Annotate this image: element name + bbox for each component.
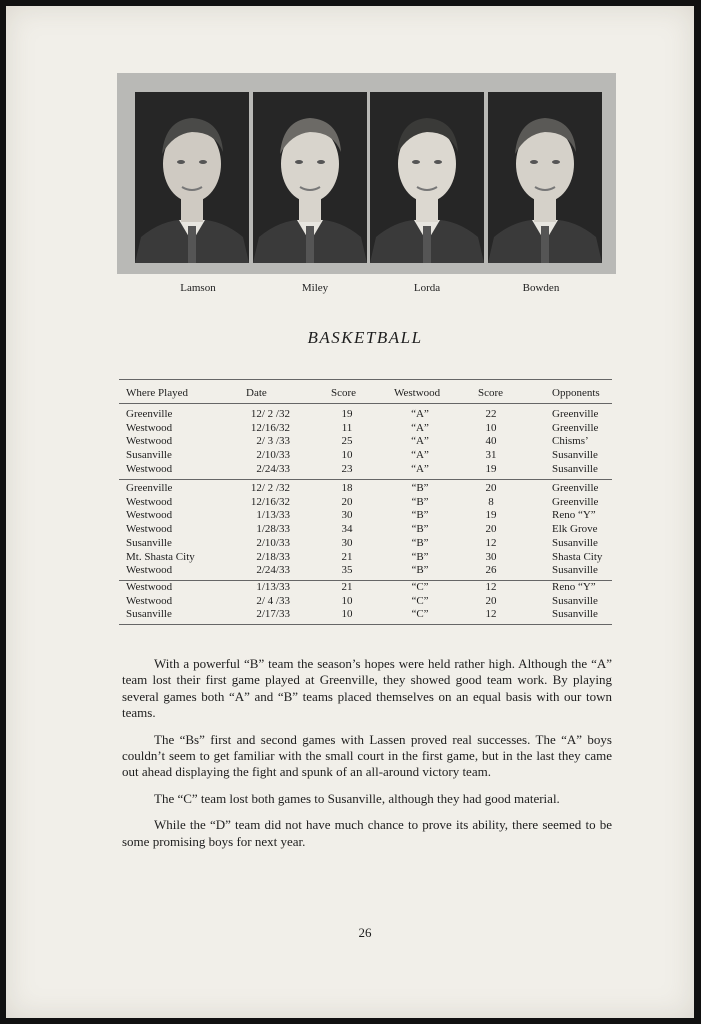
table-header-rule: [119, 403, 612, 404]
table-cell: Mt. Shasta City: [126, 550, 195, 563]
paragraph: With a powerful “B” team the season’s hopes were held rather high. Although the “A” team lost their first game played at Greenville, they showed good team work. By playing several games both “A” and “B” teams placed themselves on an equal basis with our town teams.: [122, 656, 612, 721]
table-cell: 23: [341, 462, 353, 475]
table-row: [0, 422, 701, 436]
table-cell: 21: [341, 581, 353, 593]
table-cell: Westwood: [126, 581, 173, 593]
portrait-caption: Lorda: [413, 282, 441, 294]
table-cell: 26: [485, 564, 497, 577]
column-header-score: Score: [478, 387, 504, 399]
portrait-photo-2: [253, 92, 367, 263]
table-cell: Susanville: [126, 608, 172, 621]
table-cell: Westwood: [126, 564, 173, 577]
table-cell: Westwood: [126, 421, 173, 434]
table-cell: 12/16/32: [250, 495, 290, 508]
table-cell: “C”: [411, 581, 429, 593]
portrait-caption: Bowden: [522, 282, 560, 294]
table-cell: “C”: [411, 608, 429, 621]
table-cell: “B”: [411, 523, 429, 536]
page-number: 26: [358, 925, 372, 940]
portrait-photo-4: [488, 92, 602, 263]
table-cell: Elk Grove: [552, 523, 598, 536]
table-cell: 2/10/33: [256, 536, 290, 549]
table-row: [0, 537, 701, 551]
table-cell: “A”: [411, 421, 429, 434]
table-cell: Westwood: [126, 594, 173, 607]
table-cell: 12/16/32: [250, 421, 290, 434]
column-header-date: Date: [246, 387, 267, 399]
column-header-westwood: Westwood: [394, 387, 441, 399]
table-cell: 25: [341, 435, 353, 448]
table-cell: 19: [341, 408, 353, 420]
table-cell: Greenville: [126, 408, 173, 420]
paragraph: The “Bs” first and second games with Lassen proved real successes. The “A” boys couldn’t seem to get familiar with the small court in the first game, but in the last they came out ahead displaying the fight and spunk of an all-around victory team.: [122, 731, 612, 780]
table-cell: 10: [341, 449, 353, 462]
table-cell: 1/28/33: [256, 523, 290, 536]
table-row: [0, 581, 701, 595]
table-row: [0, 435, 701, 449]
table-cell: Chisms’: [552, 435, 589, 448]
table-cell: 11: [341, 421, 353, 434]
table-cell: 12/ 2 /32: [250, 408, 290, 420]
table-cell: Susanville: [552, 449, 598, 462]
table-row: [0, 482, 701, 496]
table-cell: 30: [341, 536, 353, 549]
paragraph: While the “D” team did not have much chance to prove its ability, there seemed to be some promising boys for next year.: [122, 817, 612, 849]
table-cell: 2/18/33: [256, 550, 290, 563]
table-cell: “A”: [411, 435, 429, 448]
table-cell: Westwood: [126, 523, 173, 536]
table-row: [0, 449, 701, 463]
table-cell: 30: [341, 509, 353, 522]
table-cell: 2/24/33: [256, 564, 290, 577]
table-cell: 10: [341, 594, 353, 607]
table-row: [0, 595, 701, 609]
portrait-caption: Lamson: [180, 282, 216, 294]
table-row: [0, 509, 701, 523]
table-cell: 2/17/33: [256, 608, 290, 621]
table-cell: “B”: [411, 564, 429, 577]
table-group-rule: [119, 624, 612, 625]
table-cell: Westwood: [126, 509, 173, 522]
table-cell: 19: [485, 462, 497, 475]
table-cell: Reno “Y”: [552, 581, 596, 593]
table-cell: Susanville: [552, 462, 598, 475]
column-header-opponents: Opponents: [552, 387, 600, 399]
table-top-rule: [119, 379, 612, 380]
table-cell: “B”: [411, 509, 429, 522]
table-cell: “A”: [411, 462, 429, 475]
table-cell: 12/ 2 /32: [250, 482, 290, 494]
table-cell: 10: [485, 421, 497, 434]
table-cell: “A”: [411, 449, 429, 462]
table-cell: 1/13/33: [256, 581, 290, 593]
table-cell: Greenville: [126, 482, 173, 494]
table-cell: 34: [341, 523, 353, 536]
table-cell: 2/24/33: [256, 462, 290, 475]
table-cell: “B”: [411, 536, 429, 549]
table-row: [0, 408, 701, 422]
table-cell: Susanville: [552, 608, 598, 621]
table-cell: Greenville: [552, 482, 599, 494]
table-cell: 2/ 4 /33: [256, 594, 290, 607]
table-cell: Greenville: [552, 421, 599, 434]
column-header-score: Score: [331, 387, 357, 399]
table-cell: Greenville: [552, 495, 599, 508]
table-cell: Susanville: [552, 564, 598, 577]
table-cell: 20: [485, 482, 497, 494]
table-cell: 2/ 3 /33: [256, 435, 290, 448]
table-cell: Westwood: [126, 462, 173, 475]
table-cell: Reno “Y”: [552, 509, 596, 522]
table-cell: 22: [485, 408, 497, 420]
table-cell: 10: [341, 608, 353, 621]
table-cell: 18: [341, 482, 353, 494]
paragraph: The “C” team lost both games to Susanville, although they had good material.: [154, 790, 560, 806]
table-cell: 12: [485, 581, 497, 593]
table-row: [0, 564, 701, 578]
table-cell: “B”: [411, 550, 429, 563]
table-cell: “A”: [411, 408, 429, 420]
column-header-where: Where Played: [126, 387, 188, 399]
table-row: [0, 463, 701, 477]
table-cell: 1/13/33: [256, 509, 290, 522]
table-cell: 30: [485, 550, 497, 563]
table-cell: “C”: [411, 594, 429, 607]
table-row: [0, 551, 701, 565]
table-row: [0, 523, 701, 537]
table-group-rule: [119, 479, 612, 480]
table-cell: 20: [485, 523, 497, 536]
table-cell: 31: [485, 449, 497, 462]
table-cell: Susanville: [552, 594, 598, 607]
table-cell: 12: [485, 608, 497, 621]
table-cell: Shasta City: [552, 550, 603, 563]
table-cell: 40: [485, 435, 497, 448]
table-cell: 2/10/33: [256, 449, 290, 462]
portrait-strip: [117, 73, 616, 274]
table-cell: 20: [341, 495, 353, 508]
table-cell: Greenville: [552, 408, 599, 420]
page-title: BASKETBALL: [307, 328, 423, 347]
table-cell: Susanville: [126, 536, 172, 549]
table-cell: 8: [488, 495, 494, 508]
portrait-photo-1: [135, 92, 249, 263]
table-cell: 35: [341, 564, 353, 577]
table-cell: Susanville: [552, 536, 598, 549]
table-cell: Susanville: [126, 449, 172, 462]
portrait-photo-3: [370, 92, 484, 263]
table-cell: Westwood: [126, 435, 173, 448]
article-text: [122, 656, 612, 860]
table-cell: 12: [485, 536, 497, 549]
table-row: [0, 496, 701, 510]
table-cell: 21: [341, 550, 353, 563]
table-cell: “B”: [411, 495, 429, 508]
portrait-caption: Miley: [301, 282, 329, 294]
table-row: [0, 608, 701, 622]
table-cell: Westwood: [126, 495, 173, 508]
table-cell: “B”: [411, 482, 429, 494]
table-cell: 19: [485, 509, 497, 522]
table-cell: 20: [485, 594, 497, 607]
